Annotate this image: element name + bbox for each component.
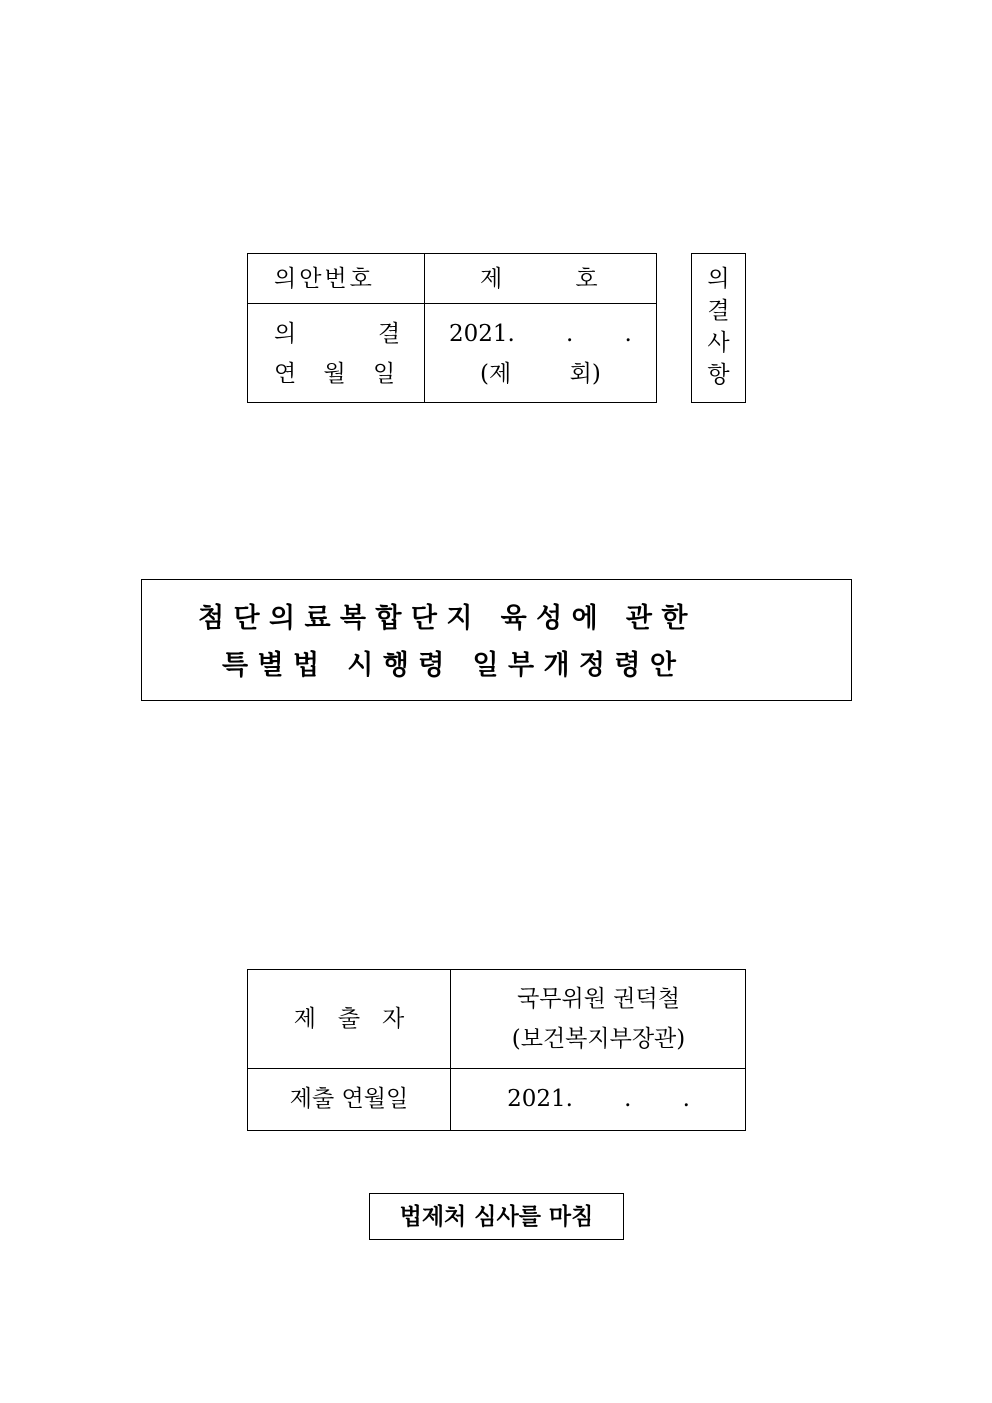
stamp-char: 의 [707,266,730,292]
submitter-name: 국무위원 권덕철 [517,986,680,1012]
legislation-review-stamp [369,1193,624,1240]
bill-number-label: 의안번호 [274,266,375,292]
submitter-title: (보건복지부장관) [511,1026,686,1052]
decision-label-ui: 의 [274,321,297,347]
decision-date-value: 2021. . . [449,321,632,347]
table-divider [248,303,656,304]
decision-label-gyeol: 결 [378,321,401,347]
submission-date-label: 제출 연월일 [289,1086,409,1112]
submitter-table [247,969,746,1131]
decision-date-label: 연 월 일 [274,361,406,387]
stamp-char: 결 [707,298,730,324]
submission-date-value: 2021. . . [507,1086,690,1112]
submitter-label: 제 출 자 [293,1006,405,1032]
bill-title-line2: 특 별 법 시 행 령 일 부 개 정 령 안 [222,650,676,681]
bill-number-value: 제 호 [480,266,598,292]
table-divider [424,254,425,402]
bill-title-line1: 첨 단 의 료 복 합 단 지 육 성 에 관 한 [198,603,688,634]
decision-session-value: (제 회) [480,361,601,387]
bill-info-table [247,253,657,403]
decision-matter-box [691,253,746,403]
bill-title-box [141,579,852,701]
stamp-char: 항 [707,362,730,388]
review-stamp-text: 법제처 심사를 마침 [399,1203,594,1230]
stamp-char: 사 [707,330,730,356]
table-divider [248,1068,745,1069]
